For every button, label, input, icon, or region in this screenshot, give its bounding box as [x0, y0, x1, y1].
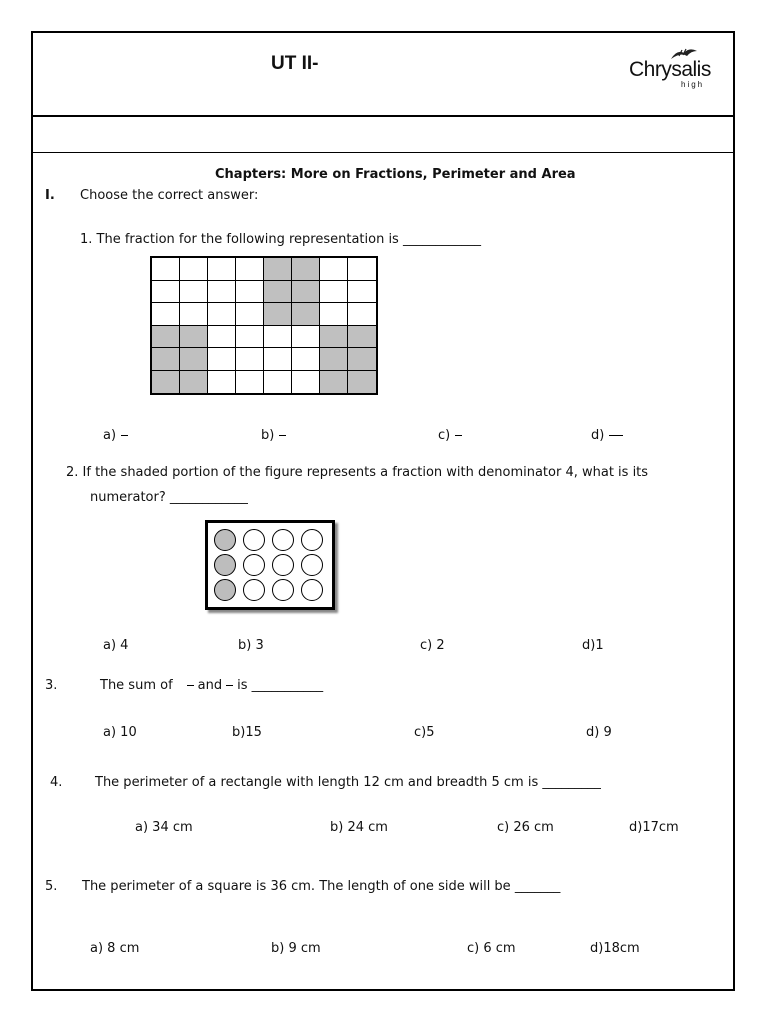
- q3-option-b[interactable]: b)15: [232, 725, 262, 740]
- circle: [272, 579, 294, 601]
- grid-cell: [180, 348, 208, 371]
- grid-cell: [348, 303, 376, 326]
- q3-text-before: The sum of: [100, 678, 173, 693]
- grid-cell: [236, 258, 264, 281]
- grid-cell: [348, 348, 376, 371]
- q1-option-b-label: b): [261, 428, 275, 443]
- grid-cell: [264, 303, 292, 326]
- circle: [214, 554, 236, 576]
- question-1-text: 1. The fraction for the following representation is ____________: [80, 232, 481, 247]
- grid-cell: [208, 303, 236, 326]
- grid-cell: [208, 281, 236, 304]
- q4-option-d[interactable]: d)17cm: [629, 820, 679, 835]
- grid-cell: [264, 326, 292, 349]
- grid-cell: [236, 348, 264, 371]
- q4-option-c[interactable]: c) 26 cm: [497, 820, 554, 835]
- grid-cell: [348, 371, 376, 394]
- grid-cell: [208, 258, 236, 281]
- grid-cell: [208, 326, 236, 349]
- question-4-number: 4.: [50, 775, 63, 790]
- grid-cell: [264, 281, 292, 304]
- grid-cell: [264, 348, 292, 371]
- circle: [301, 554, 323, 576]
- q1-option-c-label: c): [438, 428, 451, 443]
- grid-cell: [236, 326, 264, 349]
- grid-cell: [208, 371, 236, 394]
- q5-option-c[interactable]: c) 6 cm: [467, 941, 516, 956]
- grid-cell: [348, 258, 376, 281]
- q5-option-a[interactable]: a) 8 cm: [90, 941, 140, 956]
- school-logo: [629, 49, 721, 89]
- grid-cell: [180, 303, 208, 326]
- grid-cell: [236, 303, 264, 326]
- grid-cell: [292, 348, 320, 371]
- q3-option-a[interactable]: a) 10: [103, 725, 137, 740]
- grid-cell: [180, 258, 208, 281]
- circle: [272, 529, 294, 551]
- grid-cell: [292, 371, 320, 394]
- q1-option-d[interactable]: [591, 428, 623, 443]
- q2-option-d[interactable]: d)1: [582, 638, 604, 653]
- grid-cell: [320, 326, 348, 349]
- q1-option-d-label: d): [591, 428, 605, 443]
- grid-cell: [152, 371, 180, 394]
- grid-cell: [236, 371, 264, 394]
- grid-cell: [152, 303, 180, 326]
- circle: [272, 554, 294, 576]
- circle: [243, 529, 265, 551]
- q5-option-b[interactable]: b) 9 cm: [271, 941, 321, 956]
- grid-cell: [320, 258, 348, 281]
- q3-option-c[interactable]: c)5: [414, 725, 435, 740]
- question-3-number: 3.: [45, 678, 58, 693]
- grid-cell: [320, 348, 348, 371]
- grid-cell: [292, 258, 320, 281]
- grid-cell: [264, 371, 292, 394]
- q2-option-c[interactable]: c) 2: [420, 638, 445, 653]
- grid-cell: [152, 258, 180, 281]
- q3-option-d[interactable]: d) 9: [586, 725, 612, 740]
- q1-option-c[interactable]: [438, 428, 462, 443]
- grid-cell: [292, 281, 320, 304]
- grid-cell: [348, 281, 376, 304]
- circle: [243, 554, 265, 576]
- logo-text: Chrysalis: [629, 58, 711, 81]
- question-5-text: The perimeter of a square is 36 cm. The length of one side will be _______: [82, 879, 561, 894]
- circle: [214, 579, 236, 601]
- chapters-heading: Chapters: More on Fractions, Perimeter and Area: [215, 167, 576, 182]
- q3-text-after: is ___________: [237, 678, 324, 693]
- q4-option-a[interactable]: a) 34 cm: [135, 820, 193, 835]
- grid-cell: [292, 303, 320, 326]
- q2-option-b[interactable]: b) 3: [238, 638, 264, 653]
- q1-option-a[interactable]: [103, 428, 128, 443]
- q3-text-middle: and: [197, 678, 223, 693]
- grid-cell: [348, 326, 376, 349]
- circle: [301, 529, 323, 551]
- grid-cell: [180, 326, 208, 349]
- grid-cell: [152, 281, 180, 304]
- test-title: UT II-: [271, 53, 319, 74]
- q5-option-d[interactable]: d)18cm: [590, 941, 640, 956]
- section-instruction: Choose the correct answer:: [80, 188, 259, 203]
- question-5-number: 5.: [45, 879, 58, 894]
- grid-cell: [292, 326, 320, 349]
- circle: [243, 579, 265, 601]
- circle: [214, 529, 236, 551]
- circle-figure: [205, 520, 335, 610]
- question-3-text: [100, 678, 323, 694]
- fraction-grid: [150, 256, 378, 395]
- grid-cell: [152, 326, 180, 349]
- grid-cell: [152, 348, 180, 371]
- worksheet-header: [33, 33, 733, 117]
- circle: [301, 579, 323, 601]
- grid-cell: [180, 371, 208, 394]
- q1-option-a-label: a): [103, 428, 117, 443]
- question-2-text-line2: numerator? ____________: [90, 490, 248, 505]
- q2-option-a[interactable]: a) 4: [103, 638, 129, 653]
- grid-cell: [320, 371, 348, 394]
- logo-subtext: high: [681, 80, 705, 89]
- question-4-text: The perimeter of a rectangle with length 12 cm and breadth 5 cm is _________: [95, 775, 601, 790]
- question-2-text-line1: 2. If the shaded portion of the figure represents a fraction with denominator 4, what is its: [66, 465, 649, 480]
- grid-cell: [264, 258, 292, 281]
- grid-cell: [180, 281, 208, 304]
- grid-cell: [208, 348, 236, 371]
- q4-option-b[interactable]: b) 24 cm: [330, 820, 388, 835]
- q1-option-b[interactable]: [261, 428, 286, 443]
- grid-cell: [320, 281, 348, 304]
- section-numeral: I.: [45, 188, 55, 203]
- name-band: [33, 117, 733, 153]
- grid-cell: [320, 303, 348, 326]
- grid-cell: [236, 281, 264, 304]
